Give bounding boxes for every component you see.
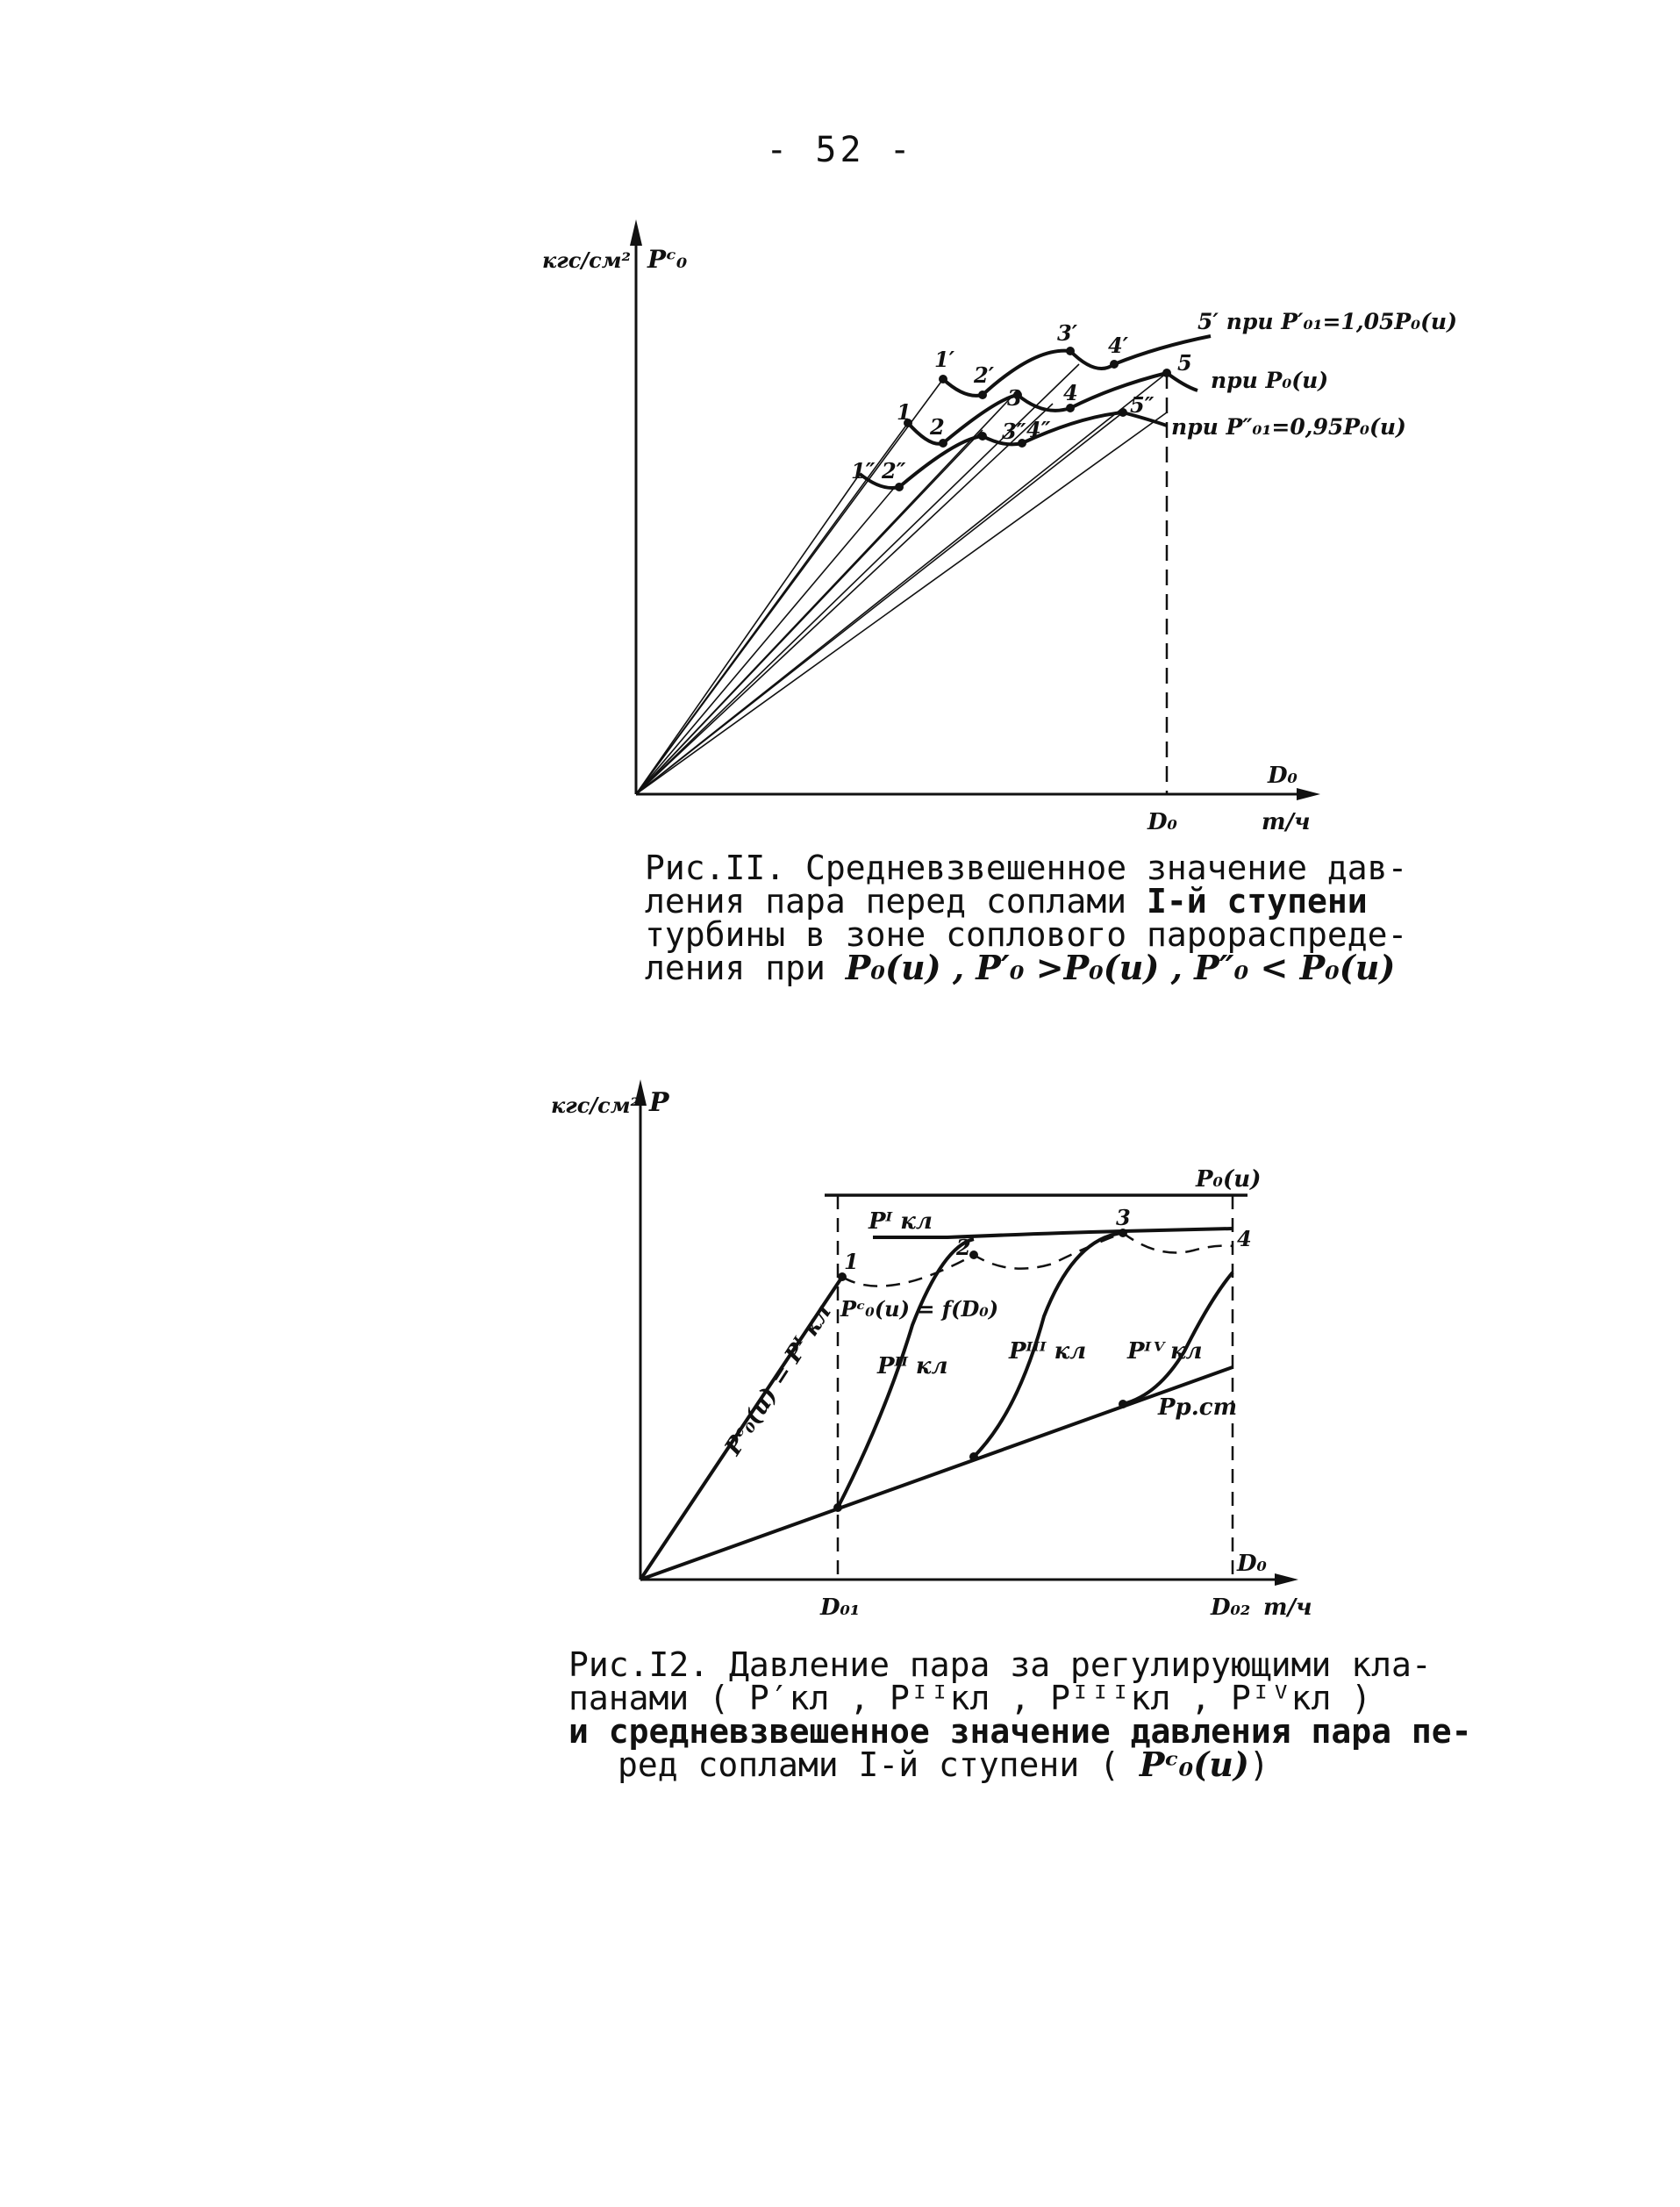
fig11-pt-low-5: 5″	[1130, 392, 1155, 418]
fig12-x-symbol: D₀	[1237, 1551, 1267, 1577]
fig11-pt-nom-1: 1	[897, 399, 911, 425]
fig11-pt-low-2: 2″	[882, 458, 906, 484]
fig11-pt-high-1: 1′	[934, 347, 955, 372]
caption12-line4b: Pᶜ₀(и)	[1139, 1745, 1249, 1784]
fig11-label-high: 5′ при P′₀₁=1,05P₀(и)	[1197, 309, 1457, 334]
fig11-x-arrow	[1297, 788, 1320, 800]
fig11-pt-nom-5: 5	[1177, 350, 1192, 376]
figure-12	[0, 1035, 1680, 1667]
fig12-x-arrow	[1275, 1573, 1298, 1586]
fig11-y-unit: кгс/см²	[542, 247, 632, 273]
fig12-prst-line	[640, 1367, 1233, 1580]
fig11-pt-low-3: 3″	[1002, 419, 1026, 444]
page-number: - 52 -	[766, 130, 914, 170]
caption11-line2a: ления пара перед соплами	[645, 882, 1147, 921]
caption11-line4a: ления при	[645, 949, 846, 987]
fig11-pt-low-4: 4″	[1026, 417, 1051, 442]
fig11-pt-nom-2: 2	[930, 414, 945, 440]
fig12-label-p0: P₀(и)	[1196, 1166, 1262, 1193]
caption11-line4b: P₀(и) , P′₀ >P₀(и) , P″₀ < P₀(и)	[845, 948, 1396, 987]
fig12-label-avg: Pᶜ₀(и) = f(D₀)	[840, 1296, 999, 1322]
fig11-y-symbol: Pᶜ₀	[647, 245, 688, 274]
fig12-label-prst: Pр.ст	[1158, 1394, 1238, 1421]
fig11-pt-nom-4: 4	[1063, 380, 1078, 405]
caption11-line1: Рис.II. Средневзвешенное значение дав-	[645, 849, 1408, 887]
fig12-y-symbol: P	[649, 1087, 669, 1118]
caption-figure-12	[568, 1645, 1472, 1784]
fig11-x-marker: D₀	[1147, 809, 1177, 835]
fig11-x-symbol: D₀	[1268, 763, 1298, 789]
fig11-pt-high-2: 2′	[974, 362, 995, 388]
fig12-label-diag: Pᶜ₀(и) = Pᴵ кл	[719, 1300, 837, 1460]
fig12-pt-4: 4	[1237, 1226, 1252, 1251]
fig11-label-nominal: при P₀(и)	[1211, 368, 1329, 393]
caption12-line2: панами ( P′кл , Pᴵᴵкл , Pᴵᴵᴵкл , Pᴵⱽкл )	[568, 1679, 1372, 1717]
caption12-line4a: ред соплами I-й ступени (	[618, 1745, 1140, 1784]
fig11-y-arrow	[630, 219, 642, 246]
caption12-line3: и средневзвешенное значение давления пара пе-	[568, 1712, 1472, 1751]
fig12-x-marker-d02: D₀₂	[1211, 1594, 1251, 1621]
caption12-line1: Рис.I2. Давление пара за регулирующими кла-	[568, 1645, 1432, 1684]
fig11-rays	[636, 364, 1167, 794]
fig12-label-pkl4: Pᴵⱽ кл	[1127, 1338, 1203, 1365]
fig12-avg-dashed	[842, 1233, 1233, 1286]
fig11-label-low: при P″₀₁=0,95P₀(и)	[1171, 414, 1406, 440]
caption12-line4c: )	[1248, 1745, 1269, 1784]
caption11-line2b: I-й ступени	[1146, 882, 1368, 921]
caption11-line3: турбины в зоне соплового парораспреде-	[645, 915, 1408, 954]
fig12-pt-2: 2	[956, 1235, 971, 1260]
figure-11	[0, 0, 1680, 992]
fig11-pt-nom-3: 3	[1007, 385, 1022, 411]
caption-figure-11	[645, 849, 1408, 987]
fig12-x-unit: т/ч	[1263, 1594, 1312, 1621]
fig12-label-pkl1-top: Pᴵ кл	[869, 1208, 933, 1235]
fig11-x-unit: т/ч	[1262, 809, 1311, 835]
fig11-pt-high-4: 4′	[1108, 333, 1129, 358]
fig12-pt-1: 1	[844, 1249, 859, 1274]
fig11-pt-low-1: 1″	[851, 458, 876, 484]
fig12-pt-3: 3	[1116, 1205, 1131, 1230]
fig12-label-pkl2: Pᴵᴵ кл	[877, 1353, 948, 1379]
fig12-label-pkl3: Pᴵᴵᴵ кл	[1009, 1338, 1087, 1365]
fig12-x-marker-d01: D₀₁	[820, 1594, 861, 1621]
fig12-y-unit: кгс/см²	[551, 1093, 640, 1118]
fig11-pt-high-3: 3′	[1057, 320, 1078, 346]
